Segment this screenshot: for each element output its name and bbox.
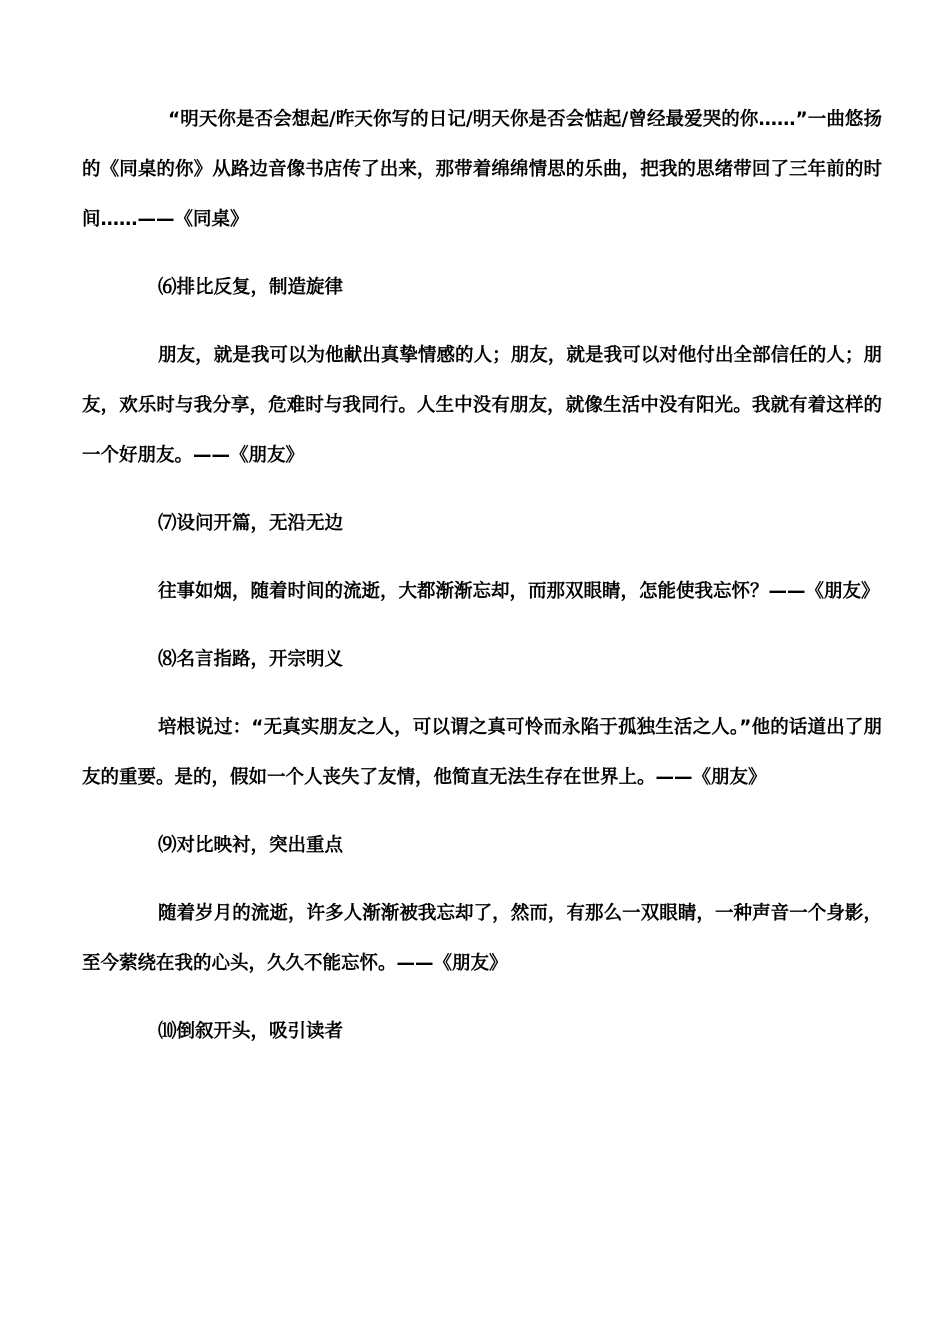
document-body: [82, 95, 882, 1057]
heading-flashback: ⑽倒叙开头，吸引读者: [158, 1021, 344, 1042]
heading-parallelism: ⑹排比反复，制造旋律: [158, 277, 344, 298]
heading-rhetorical-question: ⑺设问开篇，无沿无边: [158, 513, 344, 534]
paragraph-friend-question: 往事如烟，随着时间的流逝，大都渐渐忘却，而那双眼睛，怎能使我忘怀？——《朋友》: [158, 581, 880, 602]
heading-famous-quote: ⑻名言指路，开宗明义: [158, 649, 344, 670]
paragraph-bacon-quote: 培根说过：“无真实朋友之人，可以谓之真可怜而永陷于孤独生活之人。”他的话道出了朋友的重要。是的，假如一个人丧失了友情，他简直无法生存在世界上。——《朋友》: [82, 717, 882, 788]
paragraph-friend-parallelism: 朋友，就是我可以为他献出真挚情感的人；朋友，就是我可以对他付出全部信任的人；朋友，欢乐时与我分享，危难时与我同行。人生中没有朋友，就像生活中没有阳光。我就有着这样的一个好朋友。——《朋友》: [82, 345, 882, 466]
paragraph-friend-contrast: 随着岁月的流逝，许多人渐渐被我忘却了，然而，有那么一双眼睛，一种声音一个身影，至今萦绕在我的心头，久久不能忘怀。——《朋友》: [82, 903, 882, 974]
heading-contrast: ⑼对比映衬，突出重点: [158, 835, 344, 856]
paragraph-tongzhuo-opening: “明天你是否会想起/昨天你写的日记/明天你是否会惦起/曾经最爱哭的你……”一曲悠扬的《同桌的你》从路边音像书店传了出来，那带着绵绵情思的乐曲，把我的思绪带回了三年前的时间……——《同桌》: [82, 109, 882, 230]
